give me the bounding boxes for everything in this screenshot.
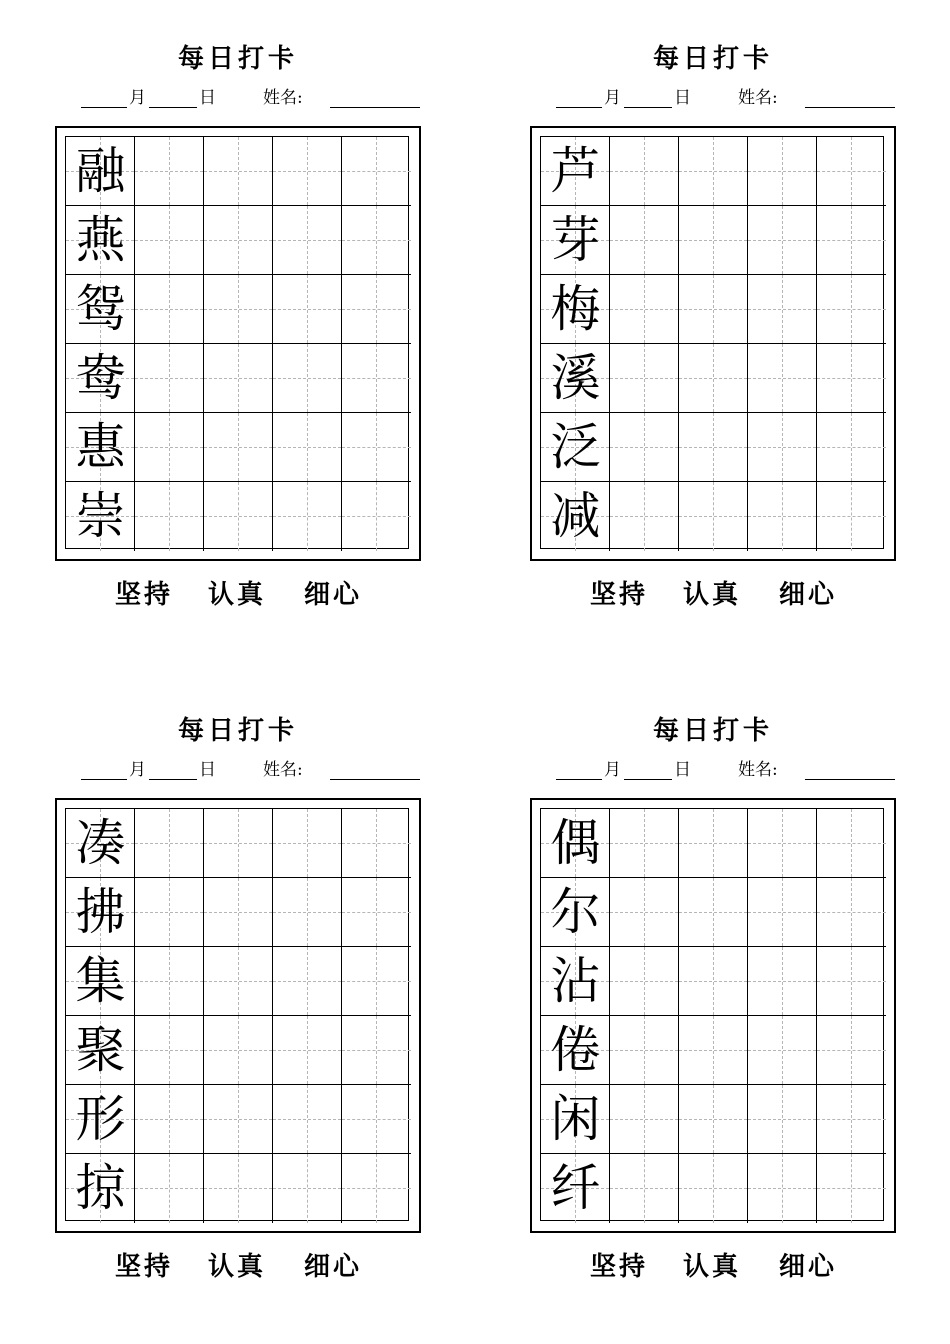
practice-cell[interactable] (817, 413, 886, 482)
practice-cell[interactable] (135, 206, 204, 275)
month-label: 月 (129, 760, 146, 780)
practice-cell[interactable] (817, 947, 886, 1016)
date-name-line (556, 758, 900, 782)
practice-cell[interactable] (135, 137, 204, 206)
practice-cell[interactable] (342, 878, 411, 947)
practice-cell[interactable] (679, 482, 748, 551)
practice-cell[interactable] (204, 413, 273, 482)
practice-cell[interactable] (273, 1085, 342, 1154)
practice-cell[interactable] (679, 878, 748, 947)
model-char-cell (541, 344, 610, 413)
model-character: 崇 (75, 487, 126, 545)
practice-grid-frame (55, 126, 421, 561)
practice-cell[interactable] (748, 137, 817, 206)
model-char-cell (541, 947, 610, 1016)
model-char-cell (541, 482, 610, 551)
practice-cell[interactable] (273, 1154, 342, 1223)
practice-cell[interactable] (204, 206, 273, 275)
practice-cell[interactable] (273, 275, 342, 344)
practice-grid (540, 808, 884, 1221)
practice-cell[interactable] (610, 1085, 679, 1154)
card-title: 每日打卡 (177, 44, 298, 74)
practice-cell[interactable] (610, 878, 679, 947)
practice-cell[interactable] (679, 809, 748, 878)
practice-cell[interactable] (273, 878, 342, 947)
grid-row (541, 809, 883, 878)
grid-row (66, 878, 408, 947)
practice-cell[interactable] (204, 1016, 273, 1085)
practice-cell[interactable] (748, 1154, 817, 1223)
practice-cell[interactable] (342, 275, 411, 344)
practice-cell[interactable] (817, 482, 886, 551)
card-title: 每日打卡 (177, 716, 298, 746)
practice-cell[interactable] (679, 413, 748, 482)
practice-cell[interactable] (135, 344, 204, 413)
practice-cell[interactable] (342, 947, 411, 1016)
model-char-cell (541, 1016, 610, 1085)
practice-cell[interactable] (273, 1016, 342, 1085)
model-character: 闲 (550, 1090, 601, 1148)
grid-row (541, 1085, 883, 1154)
model-char-cell (541, 1085, 610, 1154)
practice-cell[interactable] (135, 878, 204, 947)
month-blank[interactable] (556, 106, 602, 108)
practice-cell[interactable] (610, 206, 679, 275)
practice-cell[interactable] (748, 1016, 817, 1085)
card-title: 每日打卡 (652, 716, 773, 746)
practice-cell[interactable] (817, 1085, 886, 1154)
practice-cell[interactable] (204, 1085, 273, 1154)
model-character: 掠 (75, 1159, 126, 1217)
practice-cell[interactable] (273, 413, 342, 482)
model-character: 拂 (75, 883, 126, 941)
practice-cell[interactable] (342, 206, 411, 275)
practice-cell[interactable] (204, 1154, 273, 1223)
motto-word: 细心 (304, 1252, 363, 1282)
practice-cell[interactable] (748, 275, 817, 344)
model-character: 沾 (550, 952, 601, 1010)
grid-row (541, 275, 883, 344)
name-label: 姓名: (263, 88, 303, 108)
grid-row (66, 344, 408, 413)
model-character: 倦 (550, 1021, 601, 1079)
practice-cell[interactable] (273, 482, 342, 551)
practice-cell[interactable] (610, 1154, 679, 1223)
practice-grid (65, 136, 409, 549)
motto-word: 认真 (208, 1252, 267, 1282)
practice-grid-frame (530, 798, 896, 1233)
grid-row (541, 413, 883, 482)
model-character: 芦 (550, 142, 601, 200)
model-character: 鸳 (75, 280, 126, 338)
practice-cell[interactable] (204, 947, 273, 1016)
motto-word: 细心 (779, 580, 838, 610)
motto-word: 坚持 (590, 580, 649, 610)
practice-grid (540, 136, 884, 549)
model-character: 尔 (550, 883, 601, 941)
practice-cell[interactable] (610, 137, 679, 206)
model-character: 泛 (550, 418, 601, 476)
practice-cell[interactable] (679, 947, 748, 1016)
month-blank[interactable] (81, 778, 127, 780)
practice-cell[interactable] (135, 275, 204, 344)
model-character: 集 (75, 952, 126, 1010)
day-label: 日 (199, 760, 216, 780)
practice-cell[interactable] (342, 809, 411, 878)
model-character: 形 (75, 1090, 126, 1148)
practice-cell[interactable] (610, 344, 679, 413)
model-character: 鸯 (75, 349, 126, 407)
motto-word: 认真 (208, 580, 267, 610)
grid-row (541, 482, 883, 551)
date-name-line (81, 86, 425, 110)
day-label: 日 (674, 760, 691, 780)
practice-cell[interactable] (342, 482, 411, 551)
practice-cell[interactable] (204, 878, 273, 947)
model-character: 燕 (75, 211, 126, 269)
grid-row (541, 878, 883, 947)
practice-cell[interactable] (679, 137, 748, 206)
practice-cell[interactable] (135, 1085, 204, 1154)
model-character: 溪 (550, 349, 601, 407)
model-char-cell (66, 809, 135, 878)
practice-cell[interactable] (679, 1016, 748, 1085)
practice-cell[interactable] (748, 482, 817, 551)
practice-cell[interactable] (273, 947, 342, 1016)
day-label: 日 (674, 88, 691, 108)
grid-row (66, 809, 408, 878)
practice-cell[interactable] (817, 206, 886, 275)
practice-cell[interactable] (817, 1154, 886, 1223)
grid-row (541, 947, 883, 1016)
motto-word: 坚持 (115, 1252, 174, 1282)
practice-cell[interactable] (273, 206, 342, 275)
model-character: 纤 (550, 1159, 601, 1217)
card-title: 每日打卡 (652, 44, 773, 74)
motto-word: 认真 (683, 580, 742, 610)
practice-cell[interactable] (135, 413, 204, 482)
practice-cell[interactable] (679, 206, 748, 275)
practice-cell[interactable] (817, 137, 886, 206)
practice-cell[interactable] (748, 809, 817, 878)
practice-cell[interactable] (748, 878, 817, 947)
model-char-cell (541, 1154, 610, 1223)
practice-cell[interactable] (204, 137, 273, 206)
model-char-cell (541, 275, 610, 344)
motto-word: 坚持 (115, 580, 174, 610)
name-label: 姓名: (263, 760, 303, 780)
practice-cell[interactable] (273, 809, 342, 878)
practice-cell[interactable] (679, 1085, 748, 1154)
practice-cell[interactable] (679, 275, 748, 344)
model-char-cell (66, 206, 135, 275)
model-char-cell (66, 1085, 135, 1154)
grid-row (66, 137, 408, 206)
practice-cell[interactable] (817, 878, 886, 947)
practice-cell[interactable] (342, 137, 411, 206)
grid-row (66, 1154, 408, 1223)
month-blank[interactable] (81, 106, 127, 108)
practice-cell[interactable] (273, 344, 342, 413)
grid-row (66, 1085, 408, 1154)
practice-grid-frame (55, 798, 421, 1233)
model-character: 融 (75, 142, 126, 200)
model-character: 梅 (550, 280, 601, 338)
name-label: 姓名: (738, 88, 778, 108)
practice-cell[interactable] (679, 344, 748, 413)
practice-cell[interactable] (135, 1016, 204, 1085)
model-character: 减 (550, 487, 601, 545)
practice-cell[interactable] (273, 137, 342, 206)
practice-cell[interactable] (342, 344, 411, 413)
motto-word: 认真 (683, 1252, 742, 1282)
grid-row (541, 1154, 883, 1223)
motto-word: 细心 (779, 1252, 838, 1282)
practice-cell[interactable] (679, 1154, 748, 1223)
month-label: 月 (604, 88, 621, 108)
practice-cell[interactable] (817, 809, 886, 878)
grid-row (541, 344, 883, 413)
model-character: 凑 (75, 814, 126, 872)
practice-cell[interactable] (204, 344, 273, 413)
practice-cell[interactable] (748, 344, 817, 413)
practice-cell[interactable] (610, 809, 679, 878)
practice-cell[interactable] (135, 947, 204, 1016)
practice-cell[interactable] (748, 206, 817, 275)
model-char-cell (541, 809, 610, 878)
name-blank[interactable] (330, 778, 420, 780)
model-char-cell (66, 1154, 135, 1223)
model-char-cell (66, 344, 135, 413)
model-char-cell (66, 482, 135, 551)
practice-cell[interactable] (748, 947, 817, 1016)
model-character: 惠 (75, 418, 126, 476)
practice-cell[interactable] (204, 275, 273, 344)
practice-cell[interactable] (342, 413, 411, 482)
day-blank[interactable] (624, 106, 672, 108)
model-char-cell (66, 947, 135, 1016)
practice-grid-frame (530, 126, 896, 561)
motto-word: 细心 (304, 580, 363, 610)
model-char-cell (66, 1016, 135, 1085)
name-label: 姓名: (738, 760, 778, 780)
model-char-cell (541, 206, 610, 275)
practice-cell[interactable] (610, 413, 679, 482)
practice-cell[interactable] (817, 275, 886, 344)
practice-cell[interactable] (342, 1154, 411, 1223)
date-name-line (81, 758, 425, 782)
grid-row (541, 206, 883, 275)
day-blank[interactable] (624, 778, 672, 780)
grid-row (66, 206, 408, 275)
practice-cell[interactable] (204, 809, 273, 878)
model-char-cell (66, 413, 135, 482)
date-name-line (556, 86, 900, 110)
practice-cell[interactable] (135, 809, 204, 878)
day-blank[interactable] (149, 106, 197, 108)
grid-row (541, 137, 883, 206)
practice-cell[interactable] (610, 482, 679, 551)
practice-cell[interactable] (610, 275, 679, 344)
month-label: 月 (604, 760, 621, 780)
model-char-cell (66, 275, 135, 344)
grid-row (66, 482, 408, 551)
practice-cell[interactable] (342, 1016, 411, 1085)
day-label: 日 (199, 88, 216, 108)
name-blank[interactable] (330, 106, 420, 108)
model-character: 芽 (550, 211, 601, 269)
practice-cell[interactable] (610, 1016, 679, 1085)
model-character: 偶 (550, 814, 601, 872)
practice-cell[interactable] (204, 482, 273, 551)
model-char-cell (66, 137, 135, 206)
grid-row (66, 413, 408, 482)
model-char-cell (66, 878, 135, 947)
practice-grid (65, 808, 409, 1221)
grid-row (541, 1016, 883, 1085)
model-char-cell (541, 137, 610, 206)
practice-cell[interactable] (748, 1085, 817, 1154)
grid-row (66, 275, 408, 344)
practice-cell[interactable] (817, 1016, 886, 1085)
month-label: 月 (129, 88, 146, 108)
motto-word: 坚持 (590, 1252, 649, 1282)
month-blank[interactable] (556, 778, 602, 780)
practice-cell[interactable] (748, 413, 817, 482)
name-blank[interactable] (805, 778, 895, 780)
day-blank[interactable] (149, 778, 197, 780)
practice-cell[interactable] (135, 1154, 204, 1223)
model-char-cell (541, 878, 610, 947)
model-character: 聚 (75, 1021, 126, 1079)
practice-cell[interactable] (342, 1085, 411, 1154)
grid-row (66, 947, 408, 1016)
practice-cell[interactable] (135, 482, 204, 551)
practice-cell[interactable] (817, 344, 886, 413)
grid-row (66, 1016, 408, 1085)
name-blank[interactable] (805, 106, 895, 108)
model-char-cell (541, 413, 610, 482)
practice-cell[interactable] (610, 947, 679, 1016)
